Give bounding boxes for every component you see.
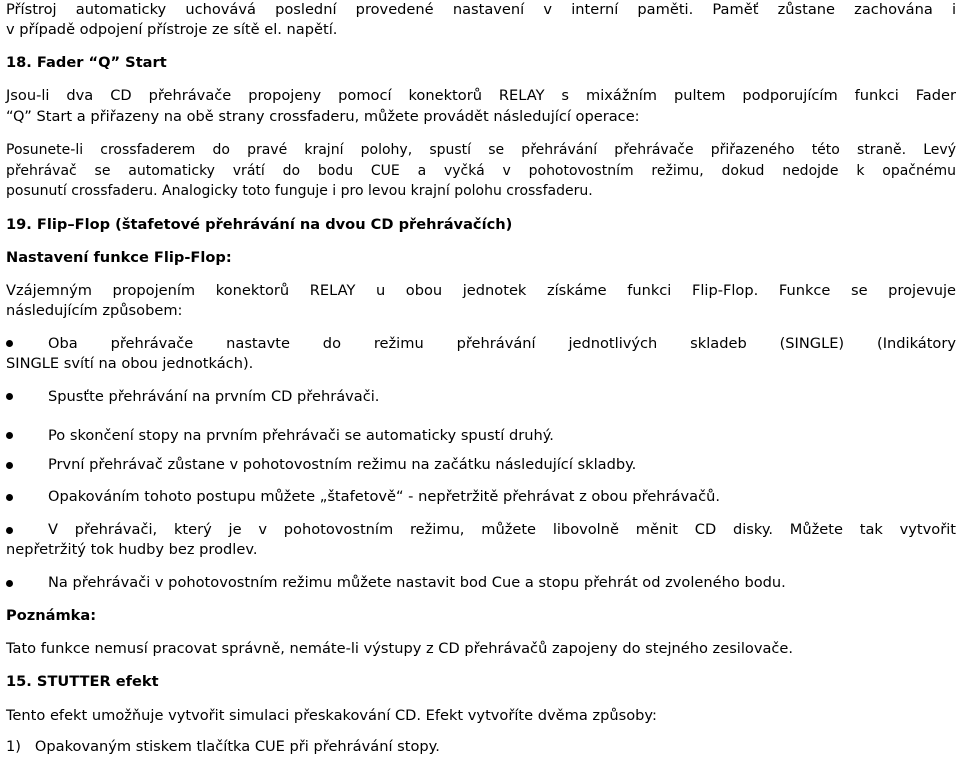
list-item: Oba přehrávače nastavte do režimu přehrávání jednotlivých skladeb (SINGLE) (Indikátory xyxy=(48,335,956,352)
numbered-list-item: 1) Opakovaným stiskem tlačítka CUE při přehrávání stopy. xyxy=(6,738,440,755)
intro-line: Přístroj automaticky uchovává poslední provedené nastavení v interní paměti. Paměť zůstane zachována i xyxy=(6,1,956,18)
bullet-icon xyxy=(6,494,13,501)
bullet-icon xyxy=(6,393,13,400)
paragraph-line: Jsou-li dva CD přehrávače propojeny pomocí konektorů RELAY s mixážním pultem podporujícím funkci Fader xyxy=(6,87,956,104)
paragraph-line: přehrávač se automaticky vrátí do bodu CUE a vyčká v pohotovostním režimu, dokud nedojde k opačnému xyxy=(6,163,956,179)
paragraph-line: Vzájemným propojením konektorů RELAY u obou jednotek získáme funkci Flip-Flop. Funkce se projevuje xyxy=(6,282,956,299)
bullet-icon xyxy=(6,527,13,534)
bullet-icon xyxy=(6,462,13,469)
paragraph-line: následujícím způsobem: xyxy=(6,302,183,319)
list-item: Na přehrávači v pohotovostním režimu můžete nastavit bod Cue a stopu přehrát od zvoleného bodu. xyxy=(48,574,786,591)
list-item: První přehrávač zůstane v pohotovostním režimu na začátku následující skladby. xyxy=(48,456,637,473)
paragraph-line: Posunete-li crossfaderem do pravé krajní polohy, spustí se přehrávání přehrávače přiřazeného této straně. Levý xyxy=(6,142,956,158)
section-18-heading: 18. Fader “Q” Start xyxy=(6,54,167,71)
list-item-continuation: nepřetržitý tok hudby bez prodlev. xyxy=(6,541,258,558)
paragraph-line: “Q” Start a přiřazeny na obě strany crossfaderu, můžete provádět následující operace: xyxy=(6,108,640,125)
paragraph-line: Tento efekt umožňuje vytvořit simulaci přeskakování CD. Efekt vytvoříte dvěma způsoby: xyxy=(6,707,657,724)
subheading: Nastavení funkce Flip-Flop: xyxy=(6,249,232,266)
list-item: V přehrávači, který je v pohotovostním režimu, můžete libovolně měnit CD disky. Můžete tak vytvořit xyxy=(48,521,956,538)
section-15-heading: 15. STUTTER efekt xyxy=(6,673,159,690)
note-text: Tato funkce nemusí pracovat správně, nemáte-li výstupy z CD přehrávačů zapojeny do stejného zesilovače. xyxy=(6,640,794,657)
bullet-icon xyxy=(6,340,13,347)
list-item: Po skončení stopy na prvním přehrávači se automaticky spustí druhý. xyxy=(48,427,554,444)
list-item-continuation: SINGLE svítí na obou jednotkách). xyxy=(6,355,254,372)
list-item: Opakováním tohoto postupu můžete „štafetově“ - nepřetržitě přehrávat z obou přehrávačů. xyxy=(48,488,720,505)
note-heading: Poznámka: xyxy=(6,607,97,624)
bullet-icon xyxy=(6,580,13,587)
intro-line: v případě odpojení přístroje ze sítě el. napětí. xyxy=(6,21,338,38)
list-item: Spusťte přehrávání na prvním CD přehrávači. xyxy=(48,388,380,405)
bullet-icon xyxy=(6,432,13,439)
paragraph-line: posunutí crossfaderu. Analogicky toto funguje i pro levou krajní polohu crossfaderu. xyxy=(6,183,593,199)
section-19-heading: 19. Flip–Flop (štafetové přehrávání na dvou CD přehrávačích) xyxy=(6,216,513,233)
